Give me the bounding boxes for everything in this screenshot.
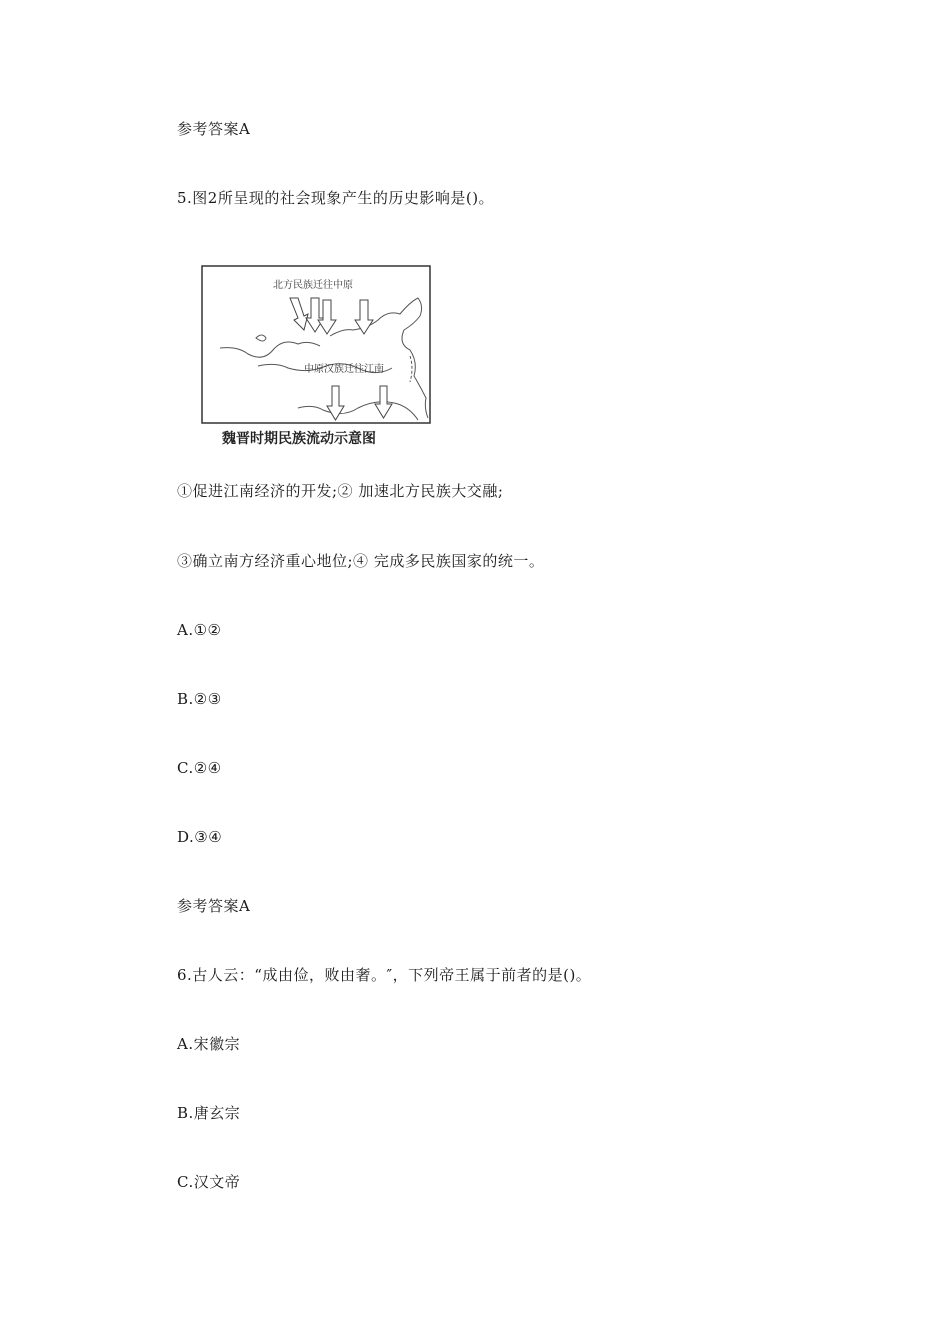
migration-map-figure	[148, 258, 448, 458]
label-north-migration: 北方民族迁往中原	[273, 280, 353, 291]
question-5-stem: 5.图2所呈现的社会现象产生的历史影响是()。	[177, 189, 495, 207]
question-6-option-c: C.汉文帝	[177, 1173, 241, 1191]
question-5-statements-1: ①促进江南经济的开发;② 加速北方民族大交融;	[177, 482, 504, 500]
question-6-option-a: A.宋徽宗	[177, 1035, 241, 1053]
question-5-answer: 参考答案A	[177, 897, 251, 915]
question-5-option-c: C.②④	[177, 759, 222, 777]
label-south-migration: 中原汉族迁往江南	[304, 364, 384, 375]
question-5-option-b: B.②③	[177, 690, 222, 708]
question-5-option-d: D.③④	[177, 828, 223, 846]
question-6-stem: 6.古人云：“成由俭，败由奢。″，下列帝王属于前者的是()。	[177, 966, 592, 984]
previous-answer: 参考答案A	[177, 120, 251, 138]
figure-caption: 魏晋时期民族流动示意图	[222, 431, 376, 447]
migration-map-svg	[148, 258, 448, 458]
question-5-statements-2: ③确立南方经济重心地位;④ 完成多民族国家的统一。	[177, 552, 545, 570]
question-5-option-a: A.①②	[177, 621, 222, 639]
question-6-option-b: B.唐玄宗	[177, 1104, 241, 1122]
